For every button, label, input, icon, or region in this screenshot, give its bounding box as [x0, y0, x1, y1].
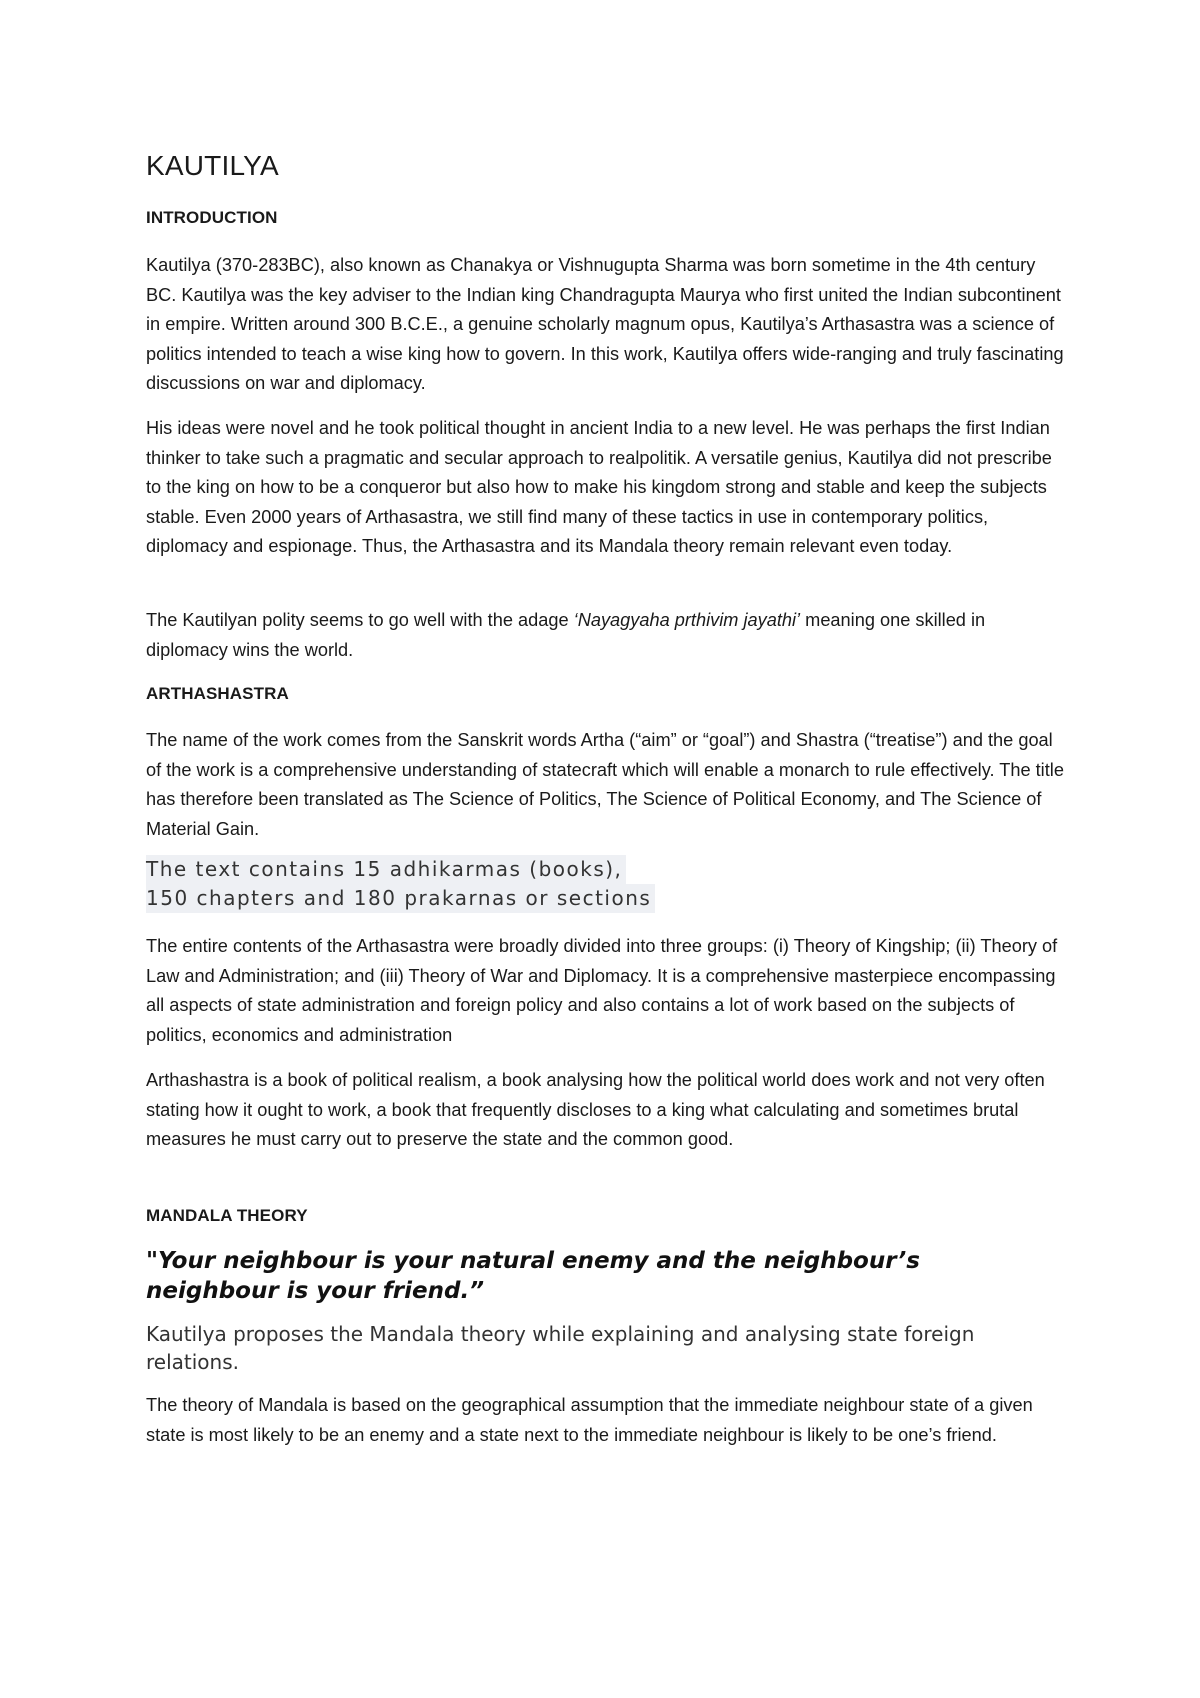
highlighted-line-2: 150 chapters and 180 prakarnas or sections: [146, 884, 655, 913]
adage-text-after: meaning one skilled in diplomacy wins the world.: [146, 610, 986, 660]
intro-paragraph-1: Kautilya (370-283BC), also known as Chanakya or Vishnugupta Sharma was born sometime in the 4th century BC. Kautilya was the key adviser to the Indian king Chandragupta Maurya who first united the Indian subcontinent in empire. Written around 300 B.C.E., a genuine scholarly magnum opus, Kautilya’s Arthasastra was a science of politics intended to teach a wise king how to govern. In this work, Kautilya offers wide-ranging and truly fascinating discussions on war and diplomacy.: [146, 255, 1064, 393]
arthashastra-paragraph-2: The entire contents of the Arthasastra were broadly divided into three groups: (i) Theory of Kingship; (ii) Theory of Law and Administration; and (iii) Theory of War and Diplomacy. It is a comprehensive masterpiece encompassing all aspects of state administration and foreign policy and also contains a lot of work based on the subjects of politics, economics and administration: [146, 936, 1058, 1045]
heading-arthashastra: ARTHASHASTRA: [146, 684, 289, 703]
mandala-paragraph: The theory of Mandala is based on the geographical assumption that the immediate neighbour state of a given state is most likely to be an enemy and a state next to the immediate neighbour is likely to be one’s friend.: [146, 1395, 1033, 1445]
arthashastra-paragraph-3: Arthashastra is a book of political realism, a book analysing how the political world does work and not very often stating how it ought to work, a book that frequently discloses to a king what calculating and sometimes brutal measures he must carry out to preserve the state and the common good.: [146, 1070, 1045, 1149]
mandala-lead-text: Kautilya proposes the Mandala theory while explaining and analysing state foreign relations.: [146, 1322, 975, 1374]
highlighted-text-block: [146, 855, 655, 913]
adage-text-before: The Kautilyan polity seems to go well with the adage: [146, 610, 574, 630]
arthashastra-paragraph-1: The name of the work comes from the Sanskrit words Artha (“aim” or “goal”) and Shastra (“treatise”) and the goal of the work is a comprehensive understanding of statecraft which will enable a monarch to rule effectively. The title has therefore been translated as The Science of Politics, The Science of Political Economy, and The Science of Material Gain.: [146, 730, 1064, 839]
heading-introduction: INTRODUCTION: [146, 208, 278, 227]
intro-paragraph-2: His ideas were novel and he took political thought in ancient India to a new level. He was perhaps the first Indian thinker to take such a pragmatic and secular approach to realpolitik. A versatile genius, Kautilya did not prescribe to the king on how to be a conqueror but also how to make his kingdom strong and stable and keep the subjects stable. Even 2000 years of Arthasastra, we still find many of these tactics in use in contemporary politics, diplomacy and espionage. Thus, the Arthasastra and its Mandala theory remain relevant even today.: [146, 418, 1052, 556]
document-title: KAUTILYA: [146, 150, 279, 181]
intro-paragraph-adage: [146, 606, 1066, 665]
mandala-quote: "Your neighbour is your natural enemy and the neighbour’s neighbour is your friend.”: [146, 1248, 920, 1304]
heading-mandala-theory: MANDALA THEORY: [146, 1206, 308, 1225]
adage-quote: ‘Nayagyaha prthivim jayathi’: [573, 610, 801, 630]
highlighted-line-1: The text contains 15 adhikarmas (books),: [146, 855, 626, 884]
